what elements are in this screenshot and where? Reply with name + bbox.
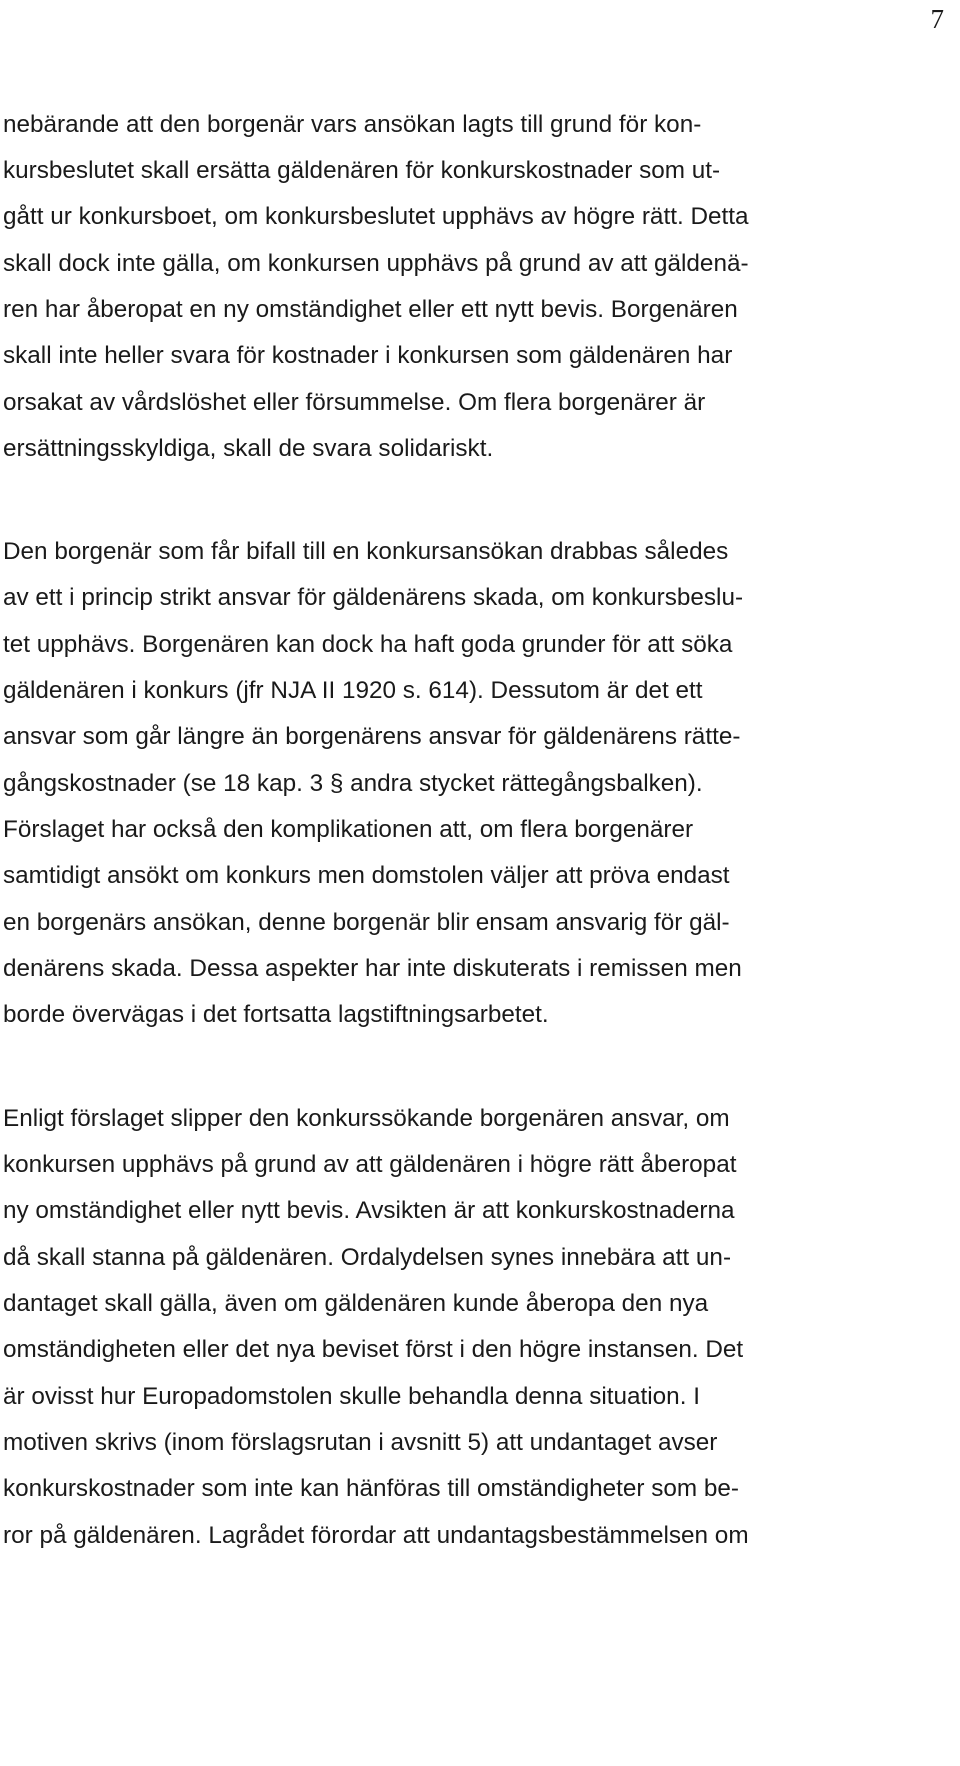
text-line: dantaget skall gälla, även om gäldenären kunde åberopa den nya [3, 1290, 709, 1317]
text-line: borde övervägas i det fortsatta lagstiftningsarbetet. [3, 1001, 549, 1028]
text-line: nebärande att den borgenär vars ansökan lagts till grund för kon- [3, 111, 702, 138]
text-line: orsakat av vårdslöshet eller försummelse. Om flera borgenärer är [3, 389, 706, 416]
page-number: 7 [930, 4, 944, 34]
text-line: gått ur konkursboet, om konkursbeslutet upphävs av högre rätt. Detta [3, 203, 749, 230]
text-line: är ovisst hur Europadomstolen skulle behandla denna situation. I [3, 1383, 700, 1410]
text-line: en borgenärs ansökan, denne borgenär blir ensam ansvarig för gäl- [3, 909, 730, 936]
text-line: ren har åberopat en ny omständighet eller ett nytt bevis. Borgenären [3, 296, 738, 323]
text-line: tet upphävs. Borgenären kan dock ha haft goda grunder för att söka [3, 631, 733, 658]
text-line: Den borgenär som får bifall till en konkursansökan drabbas således [3, 538, 729, 565]
text-line: skall inte heller svara för kostnader i konkursen som gäldenären har [3, 342, 733, 369]
text-line: gäldenären i konkurs (jfr NJA II 1920 s. 614). Dessutom är det ett [3, 677, 703, 704]
text-line: ansvar som går längre än borgenärens ansvar för gäldenärens rätte- [3, 723, 741, 750]
text-line: samtidigt ansökt om konkurs men domstolen väljer att pröva endast [3, 862, 730, 889]
text-line: ersättningsskyldiga, skall de svara solidariskt. [3, 435, 494, 462]
text-line: ny omständighet eller nytt bevis. Avsikten är att konkurskostnaderna [3, 1197, 735, 1224]
text-line: Enligt förslaget slipper den konkurssökande borgenären ansvar, om [3, 1105, 730, 1132]
text-line: ror på gäldenären. Lagrådet förordar att undantagsbestämmelsen om [3, 1522, 749, 1549]
text-line: konkurskostnader som inte kan hänföras till omständigheter som be- [3, 1475, 740, 1502]
text-line: av ett i princip strikt ansvar för gäldenärens skada, om konkursbeslu- [3, 584, 744, 611]
text-line: kursbeslutet skall ersätta gäldenären för konkurskostnader som ut- [3, 157, 721, 184]
text-line: gångskostnader (se 18 kap. 3 § andra stycket rättegångsbalken). [3, 770, 703, 797]
text-line: denärens skada. Dessa aspekter har inte diskuterats i remissen men [3, 955, 742, 982]
text-line: konkursen upphävs på grund av att gäldenären i högre rätt åberopat [3, 1151, 737, 1178]
text-line: då skall stanna på gäldenären. Ordalydelsen synes innebära att un- [3, 1244, 732, 1271]
text-line: Förslaget har också den komplikationen att, om flera borgenärer [3, 816, 694, 843]
text-line: omständigheten eller det nya beviset först i den högre instansen. Det [3, 1336, 744, 1363]
text-line: motiven skrivs (inom förslagsrutan i avsnitt 5) att undantaget avser [3, 1429, 718, 1456]
text-line: skall dock inte gälla, om konkursen upphävs på grund av att gäldenä- [3, 250, 749, 277]
